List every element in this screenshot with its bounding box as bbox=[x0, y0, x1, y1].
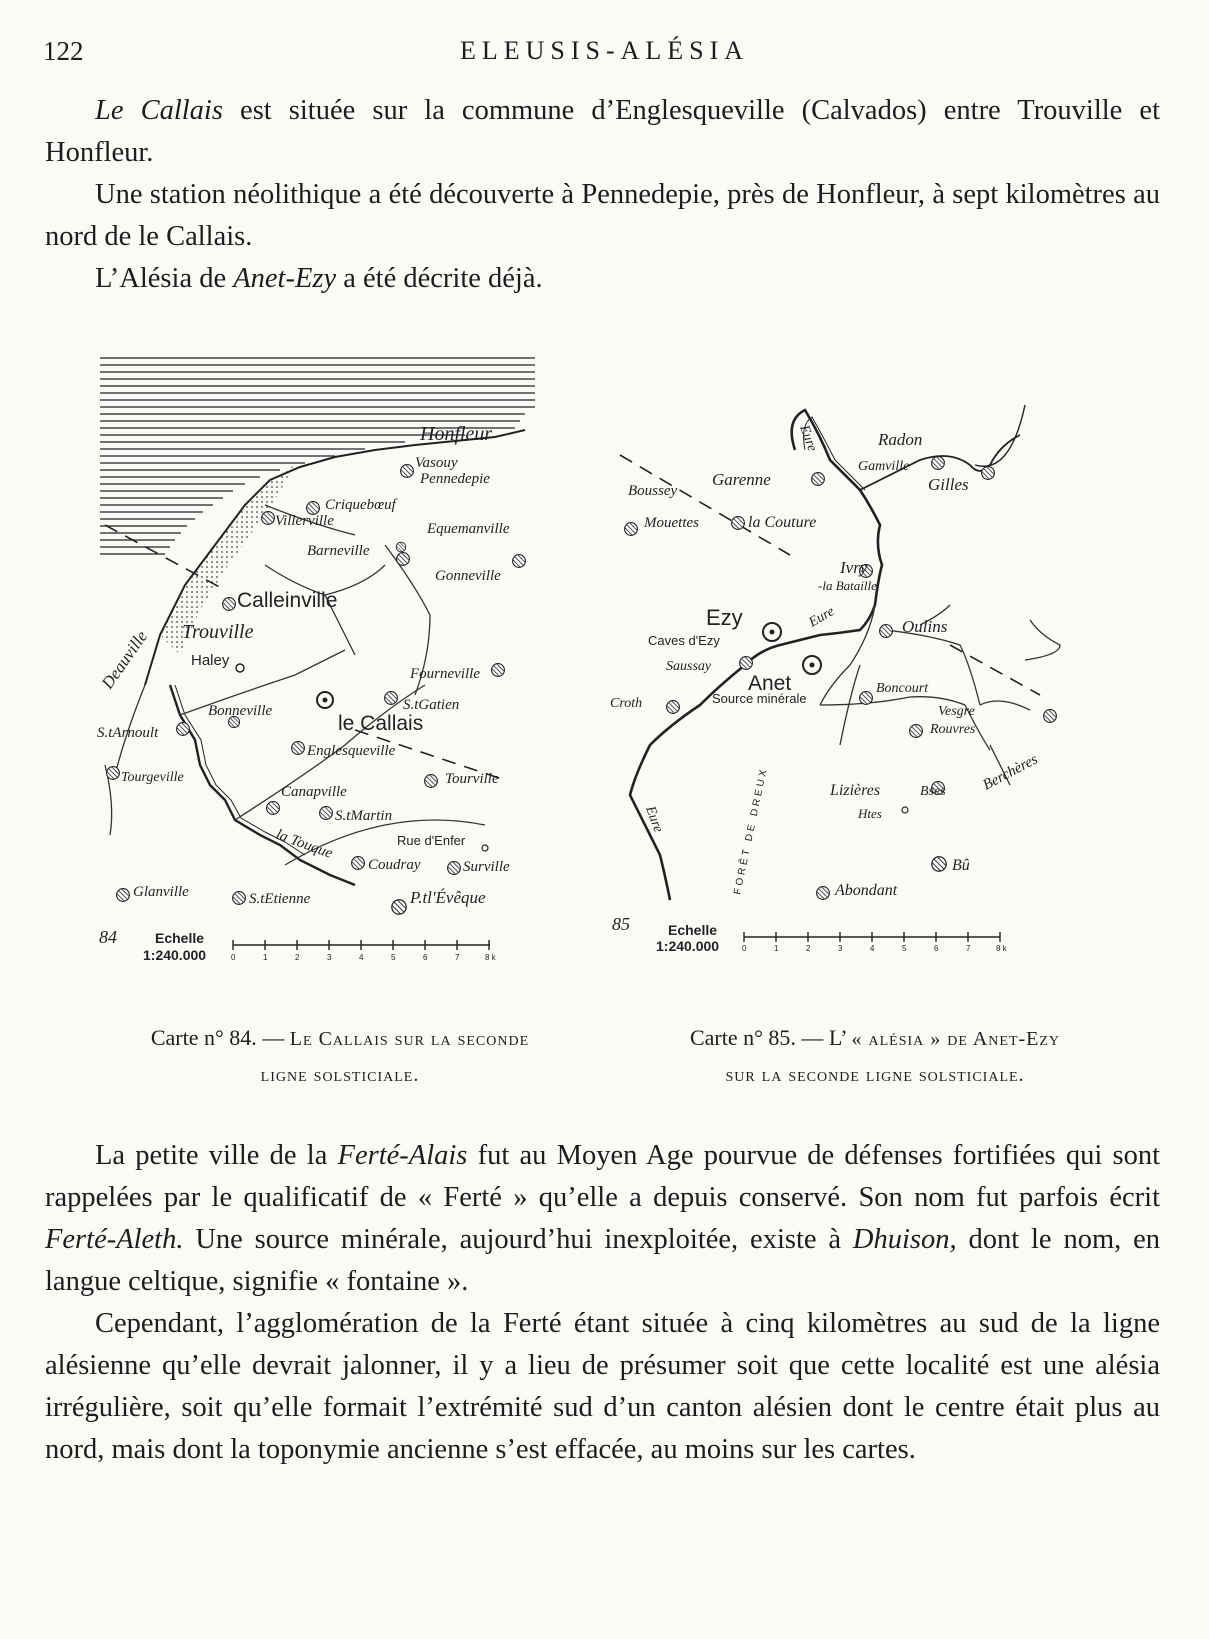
caption-map-84 bbox=[60, 1020, 620, 1093]
ferte-text-c: Une source minérale, aujourd’hui inexploitée, existe à bbox=[183, 1224, 853, 1255]
scale-tick: 1 bbox=[263, 953, 268, 962]
scale-tick: 3 bbox=[327, 953, 332, 962]
label-trouville: Trouville bbox=[182, 621, 254, 643]
running-title: ELEUSIS-ALÉSIA bbox=[459, 36, 750, 65]
label-lizieres: Lizières bbox=[830, 782, 881, 799]
roads bbox=[105, 505, 485, 865]
label-surville: Surville bbox=[463, 859, 510, 875]
italic-ferte-alais: Ferté-Alais bbox=[337, 1140, 468, 1171]
map-84-drawing bbox=[85, 355, 585, 1010]
caption-map-85 bbox=[595, 1020, 1155, 1093]
anet-rest: a été décrite déjà. bbox=[336, 263, 543, 294]
label-oulins: Oulins bbox=[902, 617, 948, 636]
paragraph-callais-rest: est située sur la commune d’Englesqueville (Calvados) entre Trouville et Honfleur. bbox=[45, 95, 1160, 168]
map-85-scale-bar bbox=[744, 932, 1000, 942]
caption-85-line1 bbox=[595, 1020, 1155, 1057]
label-coudray: Coudray bbox=[368, 857, 421, 873]
intro-text bbox=[45, 90, 1160, 300]
map-85-scale-label: Echelle bbox=[668, 922, 718, 938]
label-tourville: Tourville bbox=[445, 771, 499, 787]
label-la-couture: la Couture bbox=[748, 514, 817, 531]
paragraph-callais bbox=[45, 90, 1160, 174]
label-gilles: Gilles bbox=[928, 475, 969, 494]
scale-tick: 3 bbox=[838, 944, 843, 953]
label-boncourt: Boncourt bbox=[876, 681, 929, 696]
caption-84-line2: ligne solsticiale. bbox=[260, 1064, 420, 1086]
scale-tick: 7 bbox=[966, 944, 971, 953]
map-85-scale-ticks bbox=[742, 944, 1008, 953]
caption-85-title: « alésia » de Anet-Ezy bbox=[851, 1028, 1061, 1050]
scale-tick: 8 k bbox=[485, 953, 496, 962]
label-vesgre: Vesgre bbox=[938, 704, 975, 719]
label-source-minerale: Source minérale bbox=[712, 691, 807, 706]
map-84-scale-value: 1:240.000 bbox=[143, 947, 207, 963]
scale-tick: 1 bbox=[774, 944, 779, 953]
map-85-number: 85 bbox=[612, 914, 630, 934]
anet-lead: L’Alésia de bbox=[95, 263, 234, 294]
label-mouettes: Mouettes bbox=[644, 515, 699, 531]
label-st-etienne: S.tEtienne bbox=[249, 891, 311, 907]
italic-ferte-aleth: Ferté-Aleth. bbox=[45, 1224, 184, 1255]
scale-tick: 6 bbox=[934, 944, 939, 953]
page-header bbox=[0, 30, 1209, 70]
label-bu: Bû bbox=[952, 857, 970, 874]
scale-tick: 2 bbox=[806, 944, 811, 953]
label-pt-l-eveque: P.tl'Évêque bbox=[410, 888, 486, 907]
label-ivry: Ivry bbox=[840, 558, 868, 577]
map-85-scale-value: 1:240.000 bbox=[656, 938, 720, 954]
label-anet: Anet bbox=[748, 672, 792, 695]
label-st-arnoult: S.tArnoult bbox=[97, 725, 159, 741]
label-le-callais: le Callais bbox=[338, 712, 424, 735]
paragraph-ferte-alais bbox=[45, 1135, 1160, 1303]
label-garenne: Garenne bbox=[712, 470, 771, 489]
label-saussay: Saussay bbox=[666, 659, 712, 674]
label-eure-top: Eure bbox=[796, 423, 820, 454]
label-honfleur: Honfleur bbox=[420, 423, 493, 445]
scale-tick: 5 bbox=[902, 944, 907, 953]
label-equemauville: Equemanville bbox=[427, 521, 510, 537]
label-pennedepie: Pennedepie bbox=[420, 471, 490, 487]
label-gamville: Gamville bbox=[858, 459, 910, 474]
map-84-scale-label: Echelle bbox=[155, 930, 205, 946]
label-villerville: Villerville bbox=[275, 513, 334, 529]
caption-85-line2: sur la seconde ligne solsticiale. bbox=[725, 1064, 1025, 1086]
scale-tick: 2 bbox=[295, 953, 300, 962]
label-eure-low: Eure bbox=[642, 804, 666, 835]
map-85 bbox=[610, 405, 1140, 1010]
caption-84-title: Le Callais sur la seconde bbox=[289, 1028, 530, 1050]
label-deauville: Deauville bbox=[97, 627, 152, 693]
label-canapville: Canapville bbox=[281, 784, 347, 800]
label-calleinville: Calleinville bbox=[237, 589, 338, 612]
ferte-text-d: dont le nom, en langue celtique, signifie « fontaine ». bbox=[45, 1224, 1160, 1297]
ferte-text-a: La petite ville de la bbox=[95, 1140, 338, 1171]
label-la-touque: la Touque bbox=[273, 826, 335, 862]
label-croth: Croth bbox=[610, 696, 643, 711]
map-84-number: 84 bbox=[99, 927, 117, 947]
label-htes: Htes bbox=[858, 806, 882, 821]
paragraph-anet-ezy bbox=[45, 258, 1160, 300]
label-bses: Bses bbox=[920, 784, 946, 799]
label-rue-d-enfer: Rue d'Enfer bbox=[397, 833, 466, 848]
caption-85-lead: Carte n° 85. — L’ bbox=[689, 1025, 852, 1050]
label-abondant: Abondant bbox=[835, 882, 898, 899]
bottom-text bbox=[45, 1135, 1160, 1471]
label-gonneville: Gonneville bbox=[435, 568, 501, 584]
map-84-scale-bar bbox=[233, 940, 490, 950]
map-84 bbox=[85, 355, 585, 1010]
caption-84-line1 bbox=[60, 1020, 620, 1057]
label-st-gatien: S.tGatien bbox=[403, 697, 460, 713]
map-84-scale-ticks bbox=[231, 953, 497, 962]
label-radon: Radon bbox=[878, 430, 923, 449]
label-bonneville: Bonneville bbox=[208, 703, 273, 719]
label-englesqueville: Englesqueville bbox=[307, 743, 396, 759]
solstitial-line bbox=[105, 525, 505, 780]
label-ezy: Ezy bbox=[706, 605, 743, 630]
italic-callais: Le Callais bbox=[95, 95, 223, 126]
paragraph-agglomeration: Cependant, l’agglomération de la Ferté étant située à cinq kilomètres au sud de la ligne alésienne qu’elle devrait jalonner, il y a lieu de présumer soit que cette localité est une alésia irrégulière, soit qu’elle formait l’extrémité sud d’un canton alésien dont le centre était plus au nord, mais dont la toponymie ancienne s’est effacée, au moins sur les cartes. bbox=[45, 1308, 1160, 1465]
label-foret-de-dreux: FORÊT DE DREUX bbox=[732, 766, 770, 896]
map-85-drawing bbox=[610, 405, 1140, 1010]
label-vasouy: Vasouy bbox=[415, 455, 458, 471]
label-boussey: Boussey bbox=[628, 483, 678, 499]
label-fourneville: Fourneville bbox=[410, 666, 480, 682]
label-bercheres: Berchères bbox=[980, 751, 1041, 794]
scale-tick: 4 bbox=[359, 953, 364, 962]
label-rouvres: Rouvres bbox=[930, 722, 976, 737]
ferte-text-b: fut au Moyen Age pourvue de défenses fortifiées qui sont rappelées par le qualificatif de « Ferté » qu’elle a depuis conservé. Son nom fut parfois écrit bbox=[45, 1140, 1161, 1213]
scale-tick: 4 bbox=[870, 944, 875, 953]
scale-tick: 6 bbox=[423, 953, 428, 962]
scale-tick: 8 k bbox=[996, 944, 1007, 953]
label-haley: Haley bbox=[191, 652, 230, 669]
label-glanville: Glanville bbox=[133, 884, 189, 900]
page-number: 122 bbox=[43, 36, 84, 66]
caption-84-lead: Carte n° 84. — bbox=[150, 1025, 290, 1050]
label-criqueboeuf: Criquebœuf bbox=[325, 497, 396, 513]
scale-tick: 0 bbox=[231, 953, 236, 962]
label-la-bataille: -la Bataille bbox=[818, 578, 877, 593]
scale-tick: 0 bbox=[742, 944, 747, 953]
label-barneville: Barneville bbox=[307, 543, 370, 559]
label-caves-d-ezy: Caves d'Ezy bbox=[648, 633, 720, 648]
paragraph-pennedepie: Une station néolithique a été découverte à Pennedepie, près de Honfleur, à sept kilomètres au nord de le Callais. bbox=[45, 179, 1160, 252]
italic-dhuison: Dhuison, bbox=[852, 1224, 957, 1255]
label-st-martin: S.tMartin bbox=[335, 808, 393, 824]
label-eure-mid: Eure bbox=[806, 604, 838, 631]
scale-tick: 7 bbox=[455, 953, 460, 962]
italic-anet-ezy: Anet-Ezy bbox=[233, 263, 337, 294]
label-tourgeville: Tourgeville bbox=[121, 770, 184, 785]
scale-tick: 5 bbox=[391, 953, 396, 962]
